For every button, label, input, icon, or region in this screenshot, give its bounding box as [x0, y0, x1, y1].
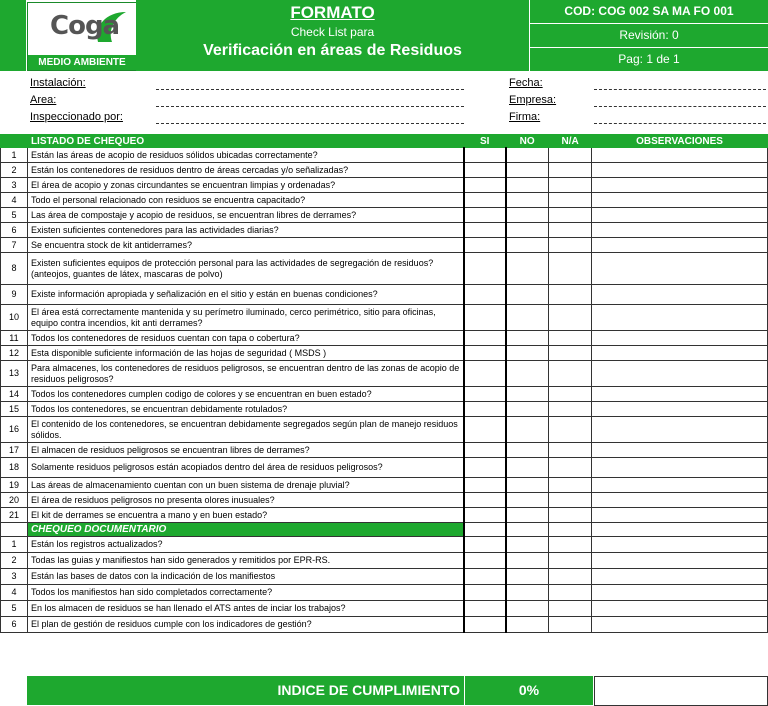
- row-question: Las área de compostaje y acopio de residuos, se encuentran libres de derrames?: [27, 208, 463, 223]
- row-number: 3: [1, 569, 28, 585]
- si-cell[interactable]: [464, 148, 506, 163]
- row-question: En los almacen de residuos se han llenado el ATS antes de inciar los trabajos?: [27, 601, 463, 617]
- no-cell[interactable]: [506, 223, 549, 238]
- checklist-row: [1, 163, 768, 178]
- row-question: Se encuentra stock de kit antiderrames?: [27, 238, 463, 253]
- section-header-cell: [549, 523, 592, 537]
- document-heading: Verificación en áreas de Residuos: [203, 42, 462, 59]
- row-number: 13: [1, 361, 28, 387]
- no-cell[interactable]: [506, 537, 549, 553]
- no-cell[interactable]: [506, 193, 549, 208]
- no-cell[interactable]: [506, 601, 549, 617]
- na-cell[interactable]: [549, 508, 592, 523]
- si-cell[interactable]: [464, 585, 506, 601]
- row-question: Están las bases de datos con la indicación de los manifiestos: [27, 569, 463, 585]
- compliance-footer: [0, 676, 768, 706]
- row-question: El área de acopio y zonas circundantes se encuentran limpias y ordenadas?: [27, 178, 463, 193]
- si-cell[interactable]: [464, 443, 506, 458]
- row-question: Todas las guias y manifiestos han sido generados y remitidos por EPR-RS.: [27, 553, 463, 569]
- no-cell[interactable]: [506, 387, 549, 402]
- na-cell[interactable]: [549, 361, 592, 387]
- area-label: Area:: [30, 94, 57, 106]
- na-cell[interactable]: [549, 569, 592, 585]
- col-observaciones: OBSERVACIONES: [592, 135, 768, 148]
- checklist-table: [0, 134, 768, 633]
- checklist-row: [1, 238, 768, 253]
- row-number: 2: [1, 553, 28, 569]
- checklist-row: [1, 305, 768, 331]
- observaciones-cell[interactable]: [592, 285, 768, 305]
- si-cell[interactable]: [464, 223, 506, 238]
- section-header-cell: [1, 523, 28, 537]
- logo-subtitle: MEDIO AMBIENTE: [28, 55, 136, 70]
- no-cell[interactable]: [506, 253, 549, 285]
- compliance-notes: [594, 676, 768, 706]
- na-cell[interactable]: [549, 443, 592, 458]
- row-question: El área está correctamente mantenida y su perímetro iluminado, cerco perimétrico, sitio para oficinas, equipo contra incendios, kit anti derrames?: [27, 305, 463, 331]
- row-number: 1: [1, 148, 28, 163]
- checklist-row: [1, 508, 768, 523]
- observaciones-cell[interactable]: [592, 478, 768, 493]
- row-number: 6: [1, 223, 28, 238]
- observaciones-cell[interactable]: [592, 238, 768, 253]
- title-block: [136, 0, 529, 71]
- empresa-field[interactable]: [594, 106, 766, 107]
- checklist-row: [1, 443, 768, 458]
- row-number: 4: [1, 193, 28, 208]
- si-cell[interactable]: [464, 478, 506, 493]
- na-cell[interactable]: [549, 493, 592, 508]
- observaciones-cell[interactable]: [592, 253, 768, 285]
- row-number: 15: [1, 402, 28, 417]
- si-cell[interactable]: [464, 208, 506, 223]
- checklist-row: [1, 458, 768, 478]
- row-number: 14: [1, 387, 28, 402]
- instalacion-label: Instalación:: [30, 77, 86, 89]
- no-cell[interactable]: [506, 361, 549, 387]
- no-cell[interactable]: [506, 443, 549, 458]
- checklist-row: [1, 223, 768, 238]
- checklist-row: [1, 361, 768, 387]
- row-number: 5: [1, 208, 28, 223]
- checklist-row: [1, 569, 768, 585]
- row-number: 9: [1, 285, 28, 305]
- observaciones-cell[interactable]: [592, 493, 768, 508]
- checklist-row: [1, 346, 768, 361]
- na-cell[interactable]: [549, 253, 592, 285]
- row-question: El kit de derrames se encuentra a mano y en buen estado?: [27, 508, 463, 523]
- observaciones-cell[interactable]: [592, 585, 768, 601]
- na-cell[interactable]: [549, 617, 592, 633]
- row-number: 11: [1, 331, 28, 346]
- logo-text: Coga: [50, 11, 120, 41]
- no-cell[interactable]: [506, 458, 549, 478]
- row-number: 6: [1, 617, 28, 633]
- no-cell[interactable]: [506, 478, 549, 493]
- section-header-cell: [464, 523, 506, 537]
- row-question: Para almacenes, los contenedores de residuos peligrosos, se encuentran dentro de las zonas de acopio de residuos peligrosos?: [27, 361, 463, 387]
- si-cell[interactable]: [464, 601, 506, 617]
- na-cell[interactable]: [549, 238, 592, 253]
- compliance-label: [27, 676, 464, 705]
- observaciones-cell[interactable]: [592, 208, 768, 223]
- no-cell[interactable]: [506, 569, 549, 585]
- checklist-row: [1, 178, 768, 193]
- na-cell[interactable]: [549, 305, 592, 331]
- checklist-row: [1, 417, 768, 443]
- na-cell[interactable]: [549, 223, 592, 238]
- na-cell[interactable]: [549, 193, 592, 208]
- compliance-value: 0%: [465, 676, 593, 705]
- row-number: 4: [1, 585, 28, 601]
- na-cell[interactable]: [549, 208, 592, 223]
- observaciones-cell[interactable]: [592, 148, 768, 163]
- document-revision: Revisión: 0: [530, 24, 768, 48]
- si-cell[interactable]: [464, 569, 506, 585]
- row-question: Existen suficientes contenedores para las actividades diarias?: [27, 223, 463, 238]
- si-cell[interactable]: [464, 346, 506, 361]
- row-number: 1: [1, 537, 28, 553]
- no-cell[interactable]: [506, 493, 549, 508]
- section-header-cell: [506, 523, 549, 537]
- na-cell[interactable]: [549, 601, 592, 617]
- no-cell[interactable]: [506, 178, 549, 193]
- si-cell[interactable]: [464, 417, 506, 443]
- observaciones-cell[interactable]: [592, 223, 768, 238]
- document-page: Pag: 1 de 1: [530, 48, 768, 72]
- firma-label: Firma:: [509, 111, 541, 123]
- compliance-label-text: INDICE DE CUMPLIMIENTO: [277, 682, 460, 698]
- na-cell[interactable]: [549, 346, 592, 361]
- observaciones-cell[interactable]: [592, 178, 768, 193]
- no-cell[interactable]: [506, 285, 549, 305]
- si-cell[interactable]: [464, 178, 506, 193]
- row-question: Todos los contenedores, se encuentran debidamente rotulados?: [27, 402, 463, 417]
- no-cell[interactable]: [506, 508, 549, 523]
- row-question: Todo el personal relacionado con residuos se encuentra capacitado?: [27, 193, 463, 208]
- observaciones-cell[interactable]: [592, 402, 768, 417]
- row-question: El almacen de residuos peligrosos se encuentran libres de derrames?: [27, 443, 463, 458]
- row-question: El área de residuos peligrosos no presenta olores inusuales?: [27, 493, 463, 508]
- checklist-row: [1, 402, 768, 417]
- observaciones-cell[interactable]: [592, 193, 768, 208]
- code-block: [530, 0, 768, 71]
- si-cell[interactable]: [464, 508, 506, 523]
- observaciones-cell[interactable]: [592, 508, 768, 523]
- si-cell[interactable]: [464, 387, 506, 402]
- document-subtitle: Check List para: [290, 25, 375, 39]
- observaciones-cell[interactable]: [592, 417, 768, 443]
- si-cell[interactable]: [464, 331, 506, 346]
- row-number: 17: [1, 443, 28, 458]
- instalacion-field[interactable]: [156, 89, 464, 90]
- row-question: Todos los contenedores cumplen codigo de colores y se encuentran en buen estado?: [27, 387, 463, 402]
- row-question: Solamente residuos peligrosos están acopiados dentro del área de residuos peligrosos?: [27, 458, 463, 478]
- checklist-row: [1, 601, 768, 617]
- si-cell[interactable]: [464, 361, 506, 387]
- checklist-row: [1, 253, 768, 285]
- si-cell[interactable]: [464, 193, 506, 208]
- row-question: Existen suficientes equipos de protección personal para las actividades de segregación de residuos? (anteojos, guantes de látex, mascaras de polvo): [27, 253, 463, 285]
- row-question: Están los contenedores de residuos dentro de áreas cercadas y/o señalizadas?: [27, 163, 463, 178]
- checklist-row: [1, 148, 768, 163]
- no-cell[interactable]: [506, 585, 549, 601]
- row-question: Esta disponible suficiente información de las hojas de seguridad ( MSDS ): [27, 346, 463, 361]
- na-cell[interactable]: [549, 458, 592, 478]
- observaciones-cell[interactable]: [592, 537, 768, 553]
- row-number: 5: [1, 601, 28, 617]
- empresa-label: Empresa:: [509, 94, 557, 106]
- no-cell[interactable]: [506, 238, 549, 253]
- si-cell[interactable]: [464, 617, 506, 633]
- row-number: 7: [1, 238, 28, 253]
- no-cell[interactable]: [506, 305, 549, 331]
- row-number: 16: [1, 417, 28, 443]
- si-cell[interactable]: [464, 537, 506, 553]
- checklist-row: [1, 585, 768, 601]
- section-header-cell: [592, 523, 768, 537]
- na-cell[interactable]: [549, 537, 592, 553]
- checklist-row: [1, 285, 768, 305]
- checklist-row: [1, 537, 768, 553]
- fecha-field[interactable]: [594, 89, 766, 90]
- fecha-label: Fecha:: [509, 77, 543, 89]
- checklist-row: [1, 387, 768, 402]
- observaciones-cell[interactable]: [592, 331, 768, 346]
- section-header-row: [1, 523, 768, 537]
- si-cell[interactable]: [464, 253, 506, 285]
- no-cell[interactable]: [506, 417, 549, 443]
- table-header-row: [1, 135, 768, 148]
- no-cell[interactable]: [506, 346, 549, 361]
- observaciones-cell[interactable]: [592, 163, 768, 178]
- row-number: 18: [1, 458, 28, 478]
- col-no: NO: [506, 135, 549, 148]
- observaciones-cell[interactable]: [592, 553, 768, 569]
- si-cell[interactable]: [464, 493, 506, 508]
- observaciones-cell[interactable]: [592, 361, 768, 387]
- row-number: 12: [1, 346, 28, 361]
- col-si: SI: [464, 135, 506, 148]
- coga-logo: [27, 2, 137, 71]
- observaciones-cell[interactable]: [592, 305, 768, 331]
- observaciones-cell[interactable]: [592, 601, 768, 617]
- section-title-documentario: CHEQUEO DOCUMENTARIO: [27, 523, 463, 537]
- na-cell[interactable]: [549, 163, 592, 178]
- checklist-row: [1, 208, 768, 223]
- na-cell[interactable]: [549, 478, 592, 493]
- checklist-row: [1, 553, 768, 569]
- row-number: 10: [1, 305, 28, 331]
- no-cell[interactable]: [506, 208, 549, 223]
- si-cell[interactable]: [464, 553, 506, 569]
- si-cell[interactable]: [464, 402, 506, 417]
- checklist-row: [1, 617, 768, 633]
- row-question: El plan de gestión de residuos cumple con los indicadores de gestión?: [27, 617, 463, 633]
- observaciones-cell[interactable]: [592, 458, 768, 478]
- col-na: N/A: [549, 135, 592, 148]
- si-cell[interactable]: [464, 458, 506, 478]
- na-cell[interactable]: [549, 585, 592, 601]
- inspeccionado-field[interactable]: [156, 123, 464, 124]
- row-number: 8: [1, 253, 28, 285]
- observaciones-cell[interactable]: [592, 387, 768, 402]
- row-question: Están los registros actualizados?: [27, 537, 463, 553]
- row-question: Todos los manifiestos han sido completados correctamente?: [27, 585, 463, 601]
- na-cell[interactable]: [549, 331, 592, 346]
- row-question: Las áreas de almacenamiento cuentan con un buen sistema de drenaje pluvial?: [27, 478, 463, 493]
- na-cell[interactable]: [549, 402, 592, 417]
- document-code: COD: COG 002 SA MA FO 001: [530, 0, 768, 24]
- no-cell[interactable]: [506, 617, 549, 633]
- checklist-row: [1, 478, 768, 493]
- na-cell[interactable]: [549, 178, 592, 193]
- no-cell[interactable]: [506, 553, 549, 569]
- row-question: Todos los contenedores de residuos cuentan con tapa o cobertura?: [27, 331, 463, 346]
- observaciones-cell[interactable]: [592, 346, 768, 361]
- no-cell[interactable]: [506, 331, 549, 346]
- na-cell[interactable]: [549, 553, 592, 569]
- header-left-band: [0, 0, 26, 71]
- inspeccionado-label: Inspeccionado por:: [30, 111, 123, 123]
- no-cell[interactable]: [506, 402, 549, 417]
- row-question: El contenido de los contenedores, se encuentran debidamente segregados según plan de manejo residuos sólidos.: [27, 417, 463, 443]
- na-cell[interactable]: [549, 387, 592, 402]
- col-listado: LISTADO DE CHEQUEO: [27, 135, 463, 148]
- no-cell[interactable]: [506, 148, 549, 163]
- row-question: Existe información apropiada y señalización en el sitio y están en buenas condiciones?: [27, 285, 463, 305]
- document-header: [0, 0, 768, 71]
- row-number: 3: [1, 178, 28, 193]
- row-number: 19: [1, 478, 28, 493]
- row-number: 2: [1, 163, 28, 178]
- checklist-row: [1, 331, 768, 346]
- row-question: Están las áreas de acopio de residuos sólidos ubicadas correctamente?: [27, 148, 463, 163]
- area-field[interactable]: [156, 106, 464, 107]
- firma-field[interactable]: [594, 123, 766, 124]
- na-cell[interactable]: [549, 285, 592, 305]
- row-number: 21: [1, 508, 28, 523]
- na-cell[interactable]: [549, 417, 592, 443]
- info-section: [0, 72, 768, 134]
- observaciones-cell[interactable]: [592, 443, 768, 458]
- si-cell[interactable]: [464, 285, 506, 305]
- na-cell[interactable]: [549, 148, 592, 163]
- observaciones-cell[interactable]: [592, 569, 768, 585]
- si-cell[interactable]: [464, 163, 506, 178]
- no-cell[interactable]: [506, 163, 549, 178]
- checklist-row: [1, 193, 768, 208]
- si-cell[interactable]: [464, 238, 506, 253]
- row-number: 20: [1, 493, 28, 508]
- checklist-row: [1, 493, 768, 508]
- document-type: FORMATO: [290, 3, 375, 22]
- observaciones-cell[interactable]: [592, 617, 768, 633]
- si-cell[interactable]: [464, 305, 506, 331]
